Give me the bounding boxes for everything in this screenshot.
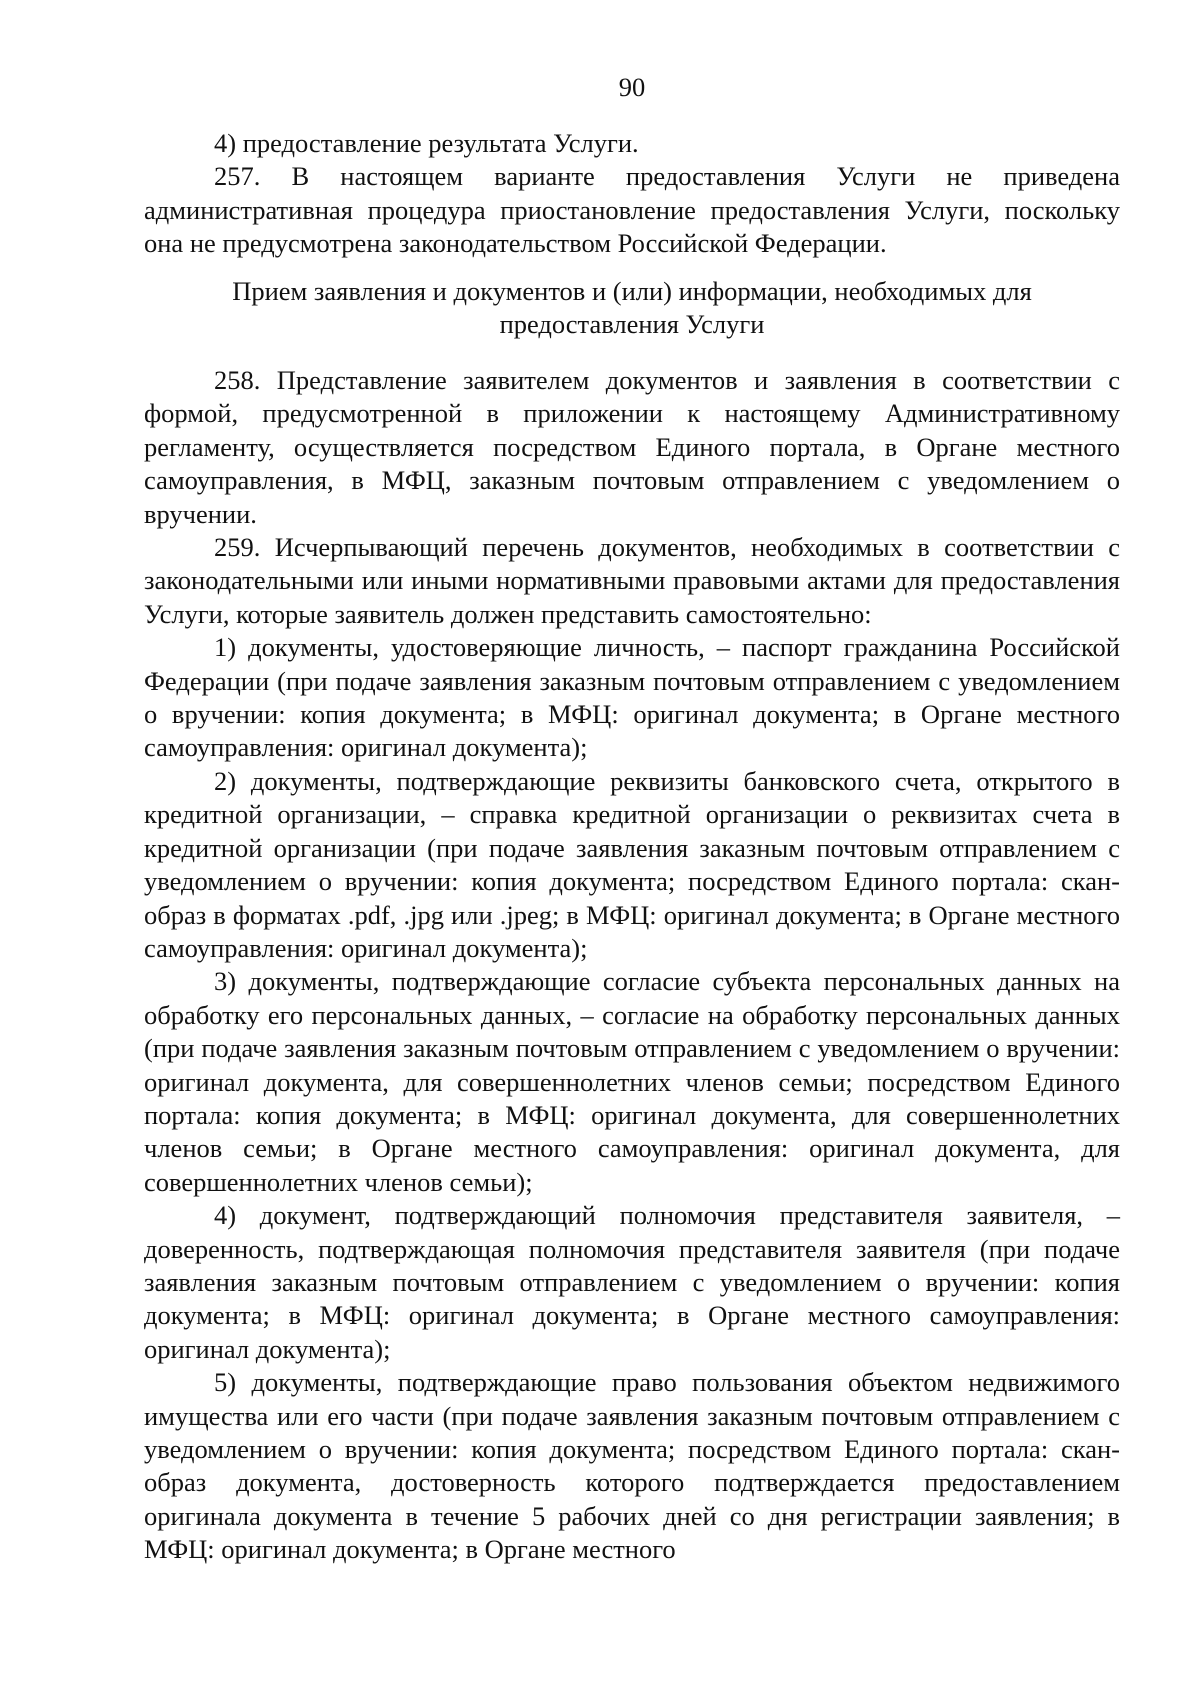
result-item: 4) предоставление результата Услуги. (214, 128, 639, 158)
paragraph-259: 259. Исчерпывающий перечень документов, необходимых в соответствии с законодательными или иными нормативными правовыми актами для предоставления Услуги, которые заявитель должен представить самостоятельно: (144, 532, 1120, 629)
list-item-5: 5) документы, подтверждающие право пользования объектом недвижимого имущества или его части (при подаче заявления заказным почтовым отправлением с уведомлением о вручении: копия документа; посредством Единого портала: скан-образ документа, достоверность которого подтверждается предоставлением оригинала документа в течение 5 рабочих дней со дня регистрации заявления; в МФЦ: оригинал документа; в Органе местного (144, 1367, 1120, 1565)
document-page (144, 0, 1120, 1697)
page-number: 90 (618, 72, 646, 102)
paragraph-258: 258. Представление заявителем документов и заявления в соответствии с формой, предусмотренной в приложении к настоящему Административному регламенту, осуществляется посредством Единого портала, в Органе местного самоуправления, в МФЦ, заказным почтовым отправлением с уведомлением о вручении. (144, 365, 1120, 529)
list-item-2: 2) документы, подтверждающие реквизиты банковского счета, открытого в кредитной организации, – справка кредитной организации о реквизитах счета в кредитной организации (при подаче заявления заказным почтовым отправлением с уведомлением о вручении: копия документа; посредством Единого портала: скан-образ в форматах .pdf, .jpg или .jpeg; в МФЦ: оригинал документа; в Органе местного самоуправления: оригинал документа); (144, 765, 1120, 963)
list-item-3: 3) документы, подтверждающие согласие субъекта персональных данных на обработку его персональных данных, – согласие на обработку персональных данных (при подаче заявления заказным почтовым отправлением с уведомлением о вручении: оригинал документа, для совершеннолетних членов семьи; посредством Единого портала: копия документа; в МФЦ: оригинал документа, для совершеннолетних членов семьи; в Органе местного самоуправления: оригинал документа, для совершеннолетних членов семьи); (144, 966, 1120, 1197)
heading-line-1: Прием заявления и документов и (или) информации, необходимых для (232, 276, 1032, 306)
paragraph-257: 257. В настоящем варианте предоставления Услуги не приведена административная процедура приостановление предоставления Услуги, поскольку она не предусмотрена законодательством Российской Федерации. (144, 161, 1120, 259)
heading-line-2: предоставления Услуги (499, 309, 765, 340)
top-section (144, 127, 1120, 261)
list-item-4: 4) документ, подтверждающий полномочия представителя заявителя, – доверенность, подтверждающая полномочия представителя заявителя (при подаче заявления заказным почтовым отправлением с уведомлением о вручении: копия документа; в МФЦ: оригинал документа; в Органе местного самоуправления: оригинал документа); (144, 1200, 1120, 1364)
list-item-1: 1) документы, удостоверяющие личность, – паспорт гражданина Российской Федерации (при подаче заявления заказным почтовым отправлением с уведомлением о вручении: копия документа; в МФЦ: оригинал документа; в Органе местного самоуправления: оригинал документа); (144, 632, 1120, 763)
heading-title (144, 275, 1120, 342)
section-heading (144, 275, 1120, 342)
main-body (144, 364, 1120, 1567)
